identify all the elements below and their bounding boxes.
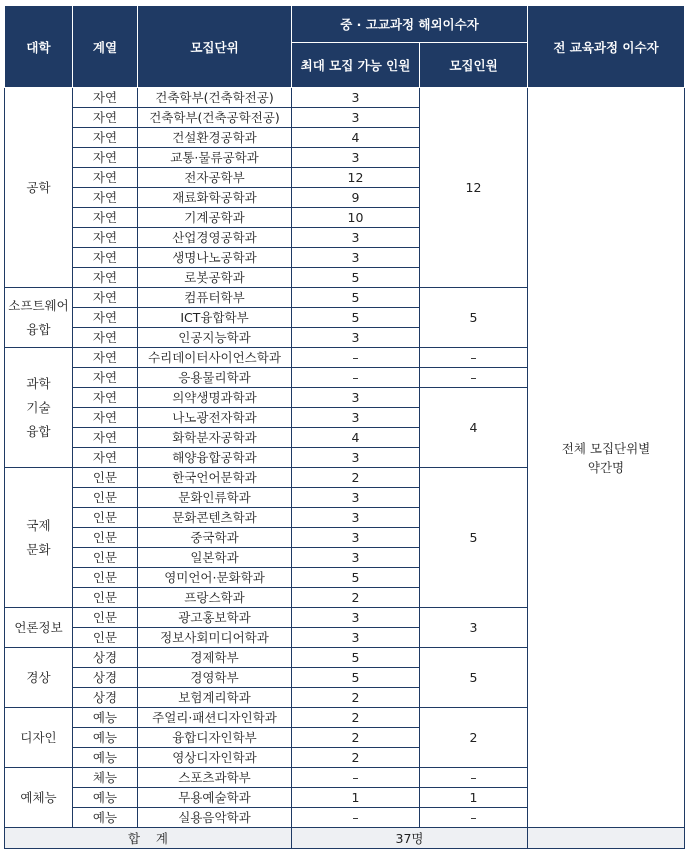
unit-cell: 정보사회미디어학과 bbox=[138, 628, 292, 648]
max-possible-cell: 5 bbox=[292, 308, 420, 328]
total-label: 합 계 bbox=[5, 828, 292, 849]
field-cell: 인문 bbox=[73, 608, 138, 628]
header-field: 계열 bbox=[73, 6, 138, 88]
university-cell: 공학 bbox=[5, 88, 73, 288]
field-cell: 자연 bbox=[73, 208, 138, 228]
university-cell: 언론정보 bbox=[5, 608, 73, 648]
unit-cell: 문화콘텐츠학과 bbox=[138, 508, 292, 528]
header-unit: 모집단위 bbox=[138, 6, 292, 88]
unit-cell: 중국학과 bbox=[138, 528, 292, 548]
field-cell: 인문 bbox=[73, 568, 138, 588]
unit-cell: 일본학과 bbox=[138, 548, 292, 568]
quota-cell: 4 bbox=[420, 388, 528, 468]
max-possible-cell: – bbox=[292, 808, 420, 828]
university-cell: 디자인 bbox=[5, 708, 73, 768]
max-possible-cell: 5 bbox=[292, 568, 420, 588]
university-cell: 예체능 bbox=[5, 768, 73, 828]
max-possible-cell: 2 bbox=[292, 588, 420, 608]
unit-cell: 경영학부 bbox=[138, 668, 292, 688]
field-cell: 체능 bbox=[73, 768, 138, 788]
max-possible-cell: 3 bbox=[292, 548, 420, 568]
quota-cell: 5 bbox=[420, 648, 528, 708]
university-cell: 경상 bbox=[5, 648, 73, 708]
field-cell: 자연 bbox=[73, 188, 138, 208]
unit-cell: 컴퓨터학부 bbox=[138, 288, 292, 308]
field-cell: 자연 bbox=[73, 268, 138, 288]
quota-cell: – bbox=[420, 368, 528, 388]
unit-cell: 프랑스학과 bbox=[138, 588, 292, 608]
max-possible-cell: 3 bbox=[292, 228, 420, 248]
field-cell: 상경 bbox=[73, 688, 138, 708]
unit-cell: 실용음악학과 bbox=[138, 808, 292, 828]
field-cell: 인문 bbox=[73, 468, 138, 488]
field-cell: 자연 bbox=[73, 448, 138, 468]
quota-cell: 1 bbox=[420, 788, 528, 808]
field-cell: 자연 bbox=[73, 108, 138, 128]
field-cell: 자연 bbox=[73, 128, 138, 148]
unit-cell: 영상디자인학과 bbox=[138, 748, 292, 768]
field-cell: 자연 bbox=[73, 388, 138, 408]
unit-cell: 생명나노공학과 bbox=[138, 248, 292, 268]
total-value: 37명 bbox=[292, 828, 528, 849]
admissions-table bbox=[4, 5, 685, 849]
max-possible-cell: 3 bbox=[292, 388, 420, 408]
max-possible-cell: 2 bbox=[292, 708, 420, 728]
quota-cell: 12 bbox=[420, 88, 528, 288]
field-cell: 인문 bbox=[73, 508, 138, 528]
all-course-cell: 전체 모집단위별 약간명 bbox=[528, 88, 685, 828]
unit-cell: 응용물리학과 bbox=[138, 368, 292, 388]
max-possible-cell: 5 bbox=[292, 268, 420, 288]
field-cell: 자연 bbox=[73, 368, 138, 388]
field-cell: 예능 bbox=[73, 808, 138, 828]
unit-cell: 융합디자인학부 bbox=[138, 728, 292, 748]
unit-cell: 건축학부(건축학전공) bbox=[138, 88, 292, 108]
unit-cell: 교통·물류공학과 bbox=[138, 148, 292, 168]
field-cell: 자연 bbox=[73, 168, 138, 188]
max-possible-cell: 5 bbox=[292, 668, 420, 688]
unit-cell: 한국언어문학과 bbox=[138, 468, 292, 488]
university-cell: 소프트웨어 융합 bbox=[5, 288, 73, 348]
unit-cell: 전자공학부 bbox=[138, 168, 292, 188]
max-possible-cell: 2 bbox=[292, 468, 420, 488]
unit-cell: 화학분자공학과 bbox=[138, 428, 292, 448]
unit-cell: 문화인류학과 bbox=[138, 488, 292, 508]
max-possible-cell: 3 bbox=[292, 408, 420, 428]
unit-cell: 기계공학과 bbox=[138, 208, 292, 228]
max-possible-cell: 4 bbox=[292, 428, 420, 448]
header-quota: 모집인원 bbox=[420, 43, 528, 88]
max-possible-cell: – bbox=[292, 768, 420, 788]
unit-cell: 로봇공학과 bbox=[138, 268, 292, 288]
field-cell: 인문 bbox=[73, 528, 138, 548]
max-possible-cell: 3 bbox=[292, 328, 420, 348]
university-cell: 국제 문화 bbox=[5, 468, 73, 608]
quota-cell: – bbox=[420, 768, 528, 788]
max-possible-cell: 3 bbox=[292, 508, 420, 528]
max-possible-cell: 3 bbox=[292, 88, 420, 108]
unit-cell: 광고홍보학과 bbox=[138, 608, 292, 628]
max-possible-cell: 3 bbox=[292, 608, 420, 628]
max-possible-cell: – bbox=[292, 368, 420, 388]
max-possible-cell: 3 bbox=[292, 628, 420, 648]
max-possible-cell: 3 bbox=[292, 448, 420, 468]
total-row bbox=[5, 828, 685, 849]
unit-cell: ICT융합학부 bbox=[138, 308, 292, 328]
field-cell: 자연 bbox=[73, 288, 138, 308]
university-cell: 과학 기술 융합 bbox=[5, 348, 73, 468]
unit-cell: 산업경영공학과 bbox=[138, 228, 292, 248]
max-possible-cell: 1 bbox=[292, 788, 420, 808]
quota-cell: 2 bbox=[420, 708, 528, 768]
field-cell: 인문 bbox=[73, 588, 138, 608]
total-empty bbox=[528, 828, 685, 849]
field-cell: 자연 bbox=[73, 428, 138, 448]
table-row bbox=[5, 88, 685, 108]
header-university: 대학 bbox=[5, 6, 73, 88]
max-possible-cell: 2 bbox=[292, 688, 420, 708]
field-cell: 상경 bbox=[73, 668, 138, 688]
field-cell: 예능 bbox=[73, 788, 138, 808]
max-possible-cell: 3 bbox=[292, 148, 420, 168]
quota-cell: 3 bbox=[420, 608, 528, 648]
quota-cell: 5 bbox=[420, 468, 528, 608]
max-possible-cell: 10 bbox=[292, 208, 420, 228]
unit-cell: 나노광전자학과 bbox=[138, 408, 292, 428]
max-possible-cell: 5 bbox=[292, 288, 420, 308]
field-cell: 예능 bbox=[73, 728, 138, 748]
max-possible-cell: 12 bbox=[292, 168, 420, 188]
header-all-course: 전 교육과정 이수자 bbox=[528, 6, 685, 88]
header-overseas-group: 중 · 고교과정 해외이수자 bbox=[292, 6, 528, 43]
max-possible-cell: 3 bbox=[292, 108, 420, 128]
unit-cell: 건설환경공학과 bbox=[138, 128, 292, 148]
max-possible-cell: 2 bbox=[292, 748, 420, 768]
header-max-possible: 최대 모집 가능 인원 bbox=[292, 43, 420, 88]
quota-cell: 5 bbox=[420, 288, 528, 348]
unit-cell: 경제학부 bbox=[138, 648, 292, 668]
field-cell: 자연 bbox=[73, 408, 138, 428]
unit-cell: 무용예술학과 bbox=[138, 788, 292, 808]
unit-cell: 인공지능학과 bbox=[138, 328, 292, 348]
unit-cell: 해양융합공학과 bbox=[138, 448, 292, 468]
unit-cell: 영미언어·문화학과 bbox=[138, 568, 292, 588]
field-cell: 예능 bbox=[73, 748, 138, 768]
field-cell: 자연 bbox=[73, 228, 138, 248]
field-cell: 인문 bbox=[73, 628, 138, 648]
field-cell: 자연 bbox=[73, 148, 138, 168]
unit-cell: 스포츠과학부 bbox=[138, 768, 292, 788]
max-possible-cell: 5 bbox=[292, 648, 420, 668]
field-cell: 자연 bbox=[73, 88, 138, 108]
unit-cell: 재료화학공학과 bbox=[138, 188, 292, 208]
unit-cell: 주얼리·패션디자인학과 bbox=[138, 708, 292, 728]
field-cell: 자연 bbox=[73, 348, 138, 368]
field-cell: 자연 bbox=[73, 248, 138, 268]
max-possible-cell: – bbox=[292, 348, 420, 368]
field-cell: 자연 bbox=[73, 308, 138, 328]
field-cell: 인문 bbox=[73, 548, 138, 568]
max-possible-cell: 3 bbox=[292, 488, 420, 508]
max-possible-cell: 4 bbox=[292, 128, 420, 148]
max-possible-cell: 3 bbox=[292, 248, 420, 268]
unit-cell: 건축학부(건축공학전공) bbox=[138, 108, 292, 128]
quota-cell: – bbox=[420, 348, 528, 368]
field-cell: 예능 bbox=[73, 708, 138, 728]
max-possible-cell: 3 bbox=[292, 528, 420, 548]
unit-cell: 의약생명과학과 bbox=[138, 388, 292, 408]
field-cell: 자연 bbox=[73, 328, 138, 348]
field-cell: 인문 bbox=[73, 488, 138, 508]
quota-cell: – bbox=[420, 808, 528, 828]
field-cell: 상경 bbox=[73, 648, 138, 668]
unit-cell: 보험계리학과 bbox=[138, 688, 292, 708]
max-possible-cell: 9 bbox=[292, 188, 420, 208]
unit-cell: 수리데이터사이언스학과 bbox=[138, 348, 292, 368]
max-possible-cell: 2 bbox=[292, 728, 420, 748]
